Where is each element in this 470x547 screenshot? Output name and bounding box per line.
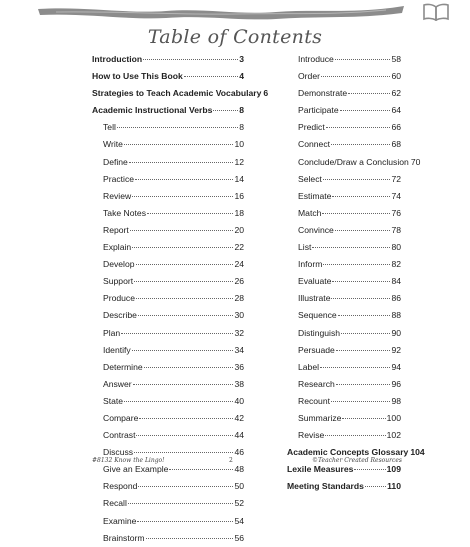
toc-entry-page: 48 xyxy=(234,464,244,475)
toc-entry-label: Support xyxy=(103,276,134,287)
toc-entry-label: Practice xyxy=(103,173,135,184)
toc-dot-leader xyxy=(133,384,234,385)
toc-dot-leader xyxy=(341,333,390,334)
toc-entry-label: Convince xyxy=(298,224,334,235)
toc-dot-leader xyxy=(132,247,233,248)
toc-dot-leader xyxy=(340,110,391,111)
toc-entry-label: Select xyxy=(298,173,322,184)
toc-entry-page: 38 xyxy=(234,378,244,389)
toc-entry xyxy=(92,427,244,444)
toc-entry-page: 3 xyxy=(239,54,244,64)
toc-entry xyxy=(287,376,401,393)
toc-entry xyxy=(92,51,244,68)
toc-dot-leader xyxy=(135,179,233,180)
toc-entry xyxy=(287,85,401,102)
toc-dot-leader xyxy=(129,162,234,163)
toc-entry-label: Plan xyxy=(103,327,121,338)
toc-dot-leader xyxy=(121,333,233,334)
toc-entry-page: 62 xyxy=(391,88,401,99)
toc-dot-leader xyxy=(124,144,234,145)
toc-dot-leader xyxy=(331,401,390,402)
toc-entry-page: 42 xyxy=(234,412,244,423)
toc-entry-label: Label xyxy=(298,361,320,372)
toc-entry-label: Illustrate xyxy=(298,293,331,304)
toc-entry-page: 102 xyxy=(386,430,401,441)
toc-entry-label: Demonstrate xyxy=(298,88,348,99)
toc-entry xyxy=(287,427,401,444)
toc-dot-leader xyxy=(321,76,390,77)
toc-dot-leader xyxy=(134,452,233,453)
toc-dot-leader xyxy=(139,418,233,419)
toc-entry xyxy=(92,495,244,512)
toc-entry-label: Report xyxy=(103,224,129,235)
toc-entry-label: Order xyxy=(298,71,320,82)
toc-dot-leader xyxy=(143,59,238,60)
toc-entry-page: 18 xyxy=(234,207,244,218)
toc-entry xyxy=(92,102,244,119)
toc-dot-leader xyxy=(128,503,234,504)
toc-dot-leader xyxy=(136,298,233,299)
toc-entry-label: Give an Example xyxy=(103,464,169,475)
toc-entry xyxy=(92,530,244,547)
toc-entry-label: Describe xyxy=(103,310,137,321)
toc-dot-leader xyxy=(336,384,391,385)
toc-dot-leader xyxy=(134,281,233,282)
toc-entry-page: 46 xyxy=(234,447,244,458)
toc-dot-leader xyxy=(132,196,233,197)
toc-entry-page: 22 xyxy=(234,242,244,253)
toc-entry-page: 74 xyxy=(391,190,401,201)
toc-entry xyxy=(287,393,401,410)
toc-entry xyxy=(287,273,401,290)
toc-entry-label: Lexile Measures xyxy=(287,464,354,475)
brush-stroke-header-decoration xyxy=(36,0,406,22)
toc-entry-page: 16 xyxy=(234,190,244,201)
toc-entry-label: Research xyxy=(298,378,335,389)
toc-entry-page: 68 xyxy=(391,139,401,150)
toc-entry-page: 80 xyxy=(391,242,401,253)
toc-entry xyxy=(287,290,401,307)
toc-entry xyxy=(287,342,401,359)
toc-entry-page: 98 xyxy=(391,395,401,406)
toc-entry-page: 10 xyxy=(234,139,244,150)
toc-entry xyxy=(92,359,244,376)
toc-entry xyxy=(92,325,244,342)
toc-dot-leader xyxy=(144,367,234,368)
footer-book-title: #8132 Know the Lingo! xyxy=(92,457,165,464)
toc-entry-label: Persuade xyxy=(298,344,335,355)
toc-entry-page: 54 xyxy=(234,515,244,526)
toc-entry-label: Academic Concepts Glossary xyxy=(287,447,409,458)
toc-entry-page: 32 xyxy=(234,327,244,338)
toc-entry-page: 72 xyxy=(391,173,401,184)
toc-dot-leader xyxy=(323,179,391,180)
toc-entry-label: Distinguish xyxy=(298,327,341,338)
toc-dot-leader xyxy=(146,538,234,539)
toc-entry-label: Inform xyxy=(298,259,323,270)
toc-dot-leader xyxy=(136,435,233,436)
toc-entry xyxy=(92,513,244,530)
toc-entry-page: 8 xyxy=(239,122,244,133)
toc-dot-leader xyxy=(130,230,234,231)
toc-entry-page: 78 xyxy=(391,224,401,235)
toc-entry xyxy=(92,85,269,102)
toc-entry xyxy=(92,188,244,205)
toc-entry xyxy=(92,68,244,85)
toc-dot-leader xyxy=(338,315,391,316)
toc-dot-leader xyxy=(325,435,385,436)
toc-entry-page: 76 xyxy=(391,207,401,218)
toc-entry xyxy=(92,342,244,359)
toc-entry-page: 14 xyxy=(234,173,244,184)
toc-entry-label: Tell xyxy=(103,122,116,133)
toc-entry-label: Introduce xyxy=(298,54,334,64)
toc-entry xyxy=(92,256,244,273)
toc-entry-page: 28 xyxy=(234,293,244,304)
toc-entry-label: Take Notes xyxy=(103,207,146,218)
toc-dot-leader xyxy=(322,213,390,214)
toc-dot-leader xyxy=(147,213,233,214)
toc-entry-label: Identify xyxy=(103,344,131,355)
toc-entry xyxy=(92,307,244,324)
toc-entry-label: Strategies to Teach Academic Vocabulary xyxy=(92,88,262,99)
toc-dot-leader xyxy=(326,127,391,128)
toc-entry-label: Respond xyxy=(103,481,138,492)
toc-entry xyxy=(287,154,421,171)
toc-entry xyxy=(287,359,401,376)
toc-entry xyxy=(287,478,401,495)
toc-entry xyxy=(287,410,401,427)
toc-entry-label: Evaluate xyxy=(298,276,332,287)
toc-entry-label: State xyxy=(103,395,124,406)
toc-entry-label: Define xyxy=(103,156,128,167)
toc-entry-page: 34 xyxy=(234,344,244,355)
toc-entry-page: 8 xyxy=(239,105,244,116)
toc-entry-label: Review xyxy=(103,190,132,201)
toc-entry xyxy=(287,171,401,188)
toc-entry-label: Match xyxy=(298,207,322,218)
toc-entry-page: 90 xyxy=(391,327,401,338)
toc-entry xyxy=(287,136,401,153)
toc-entry-page: 56 xyxy=(234,532,244,543)
toc-entry-page: 30 xyxy=(234,310,244,321)
footer-page-number: 2 xyxy=(229,457,233,464)
toc-dot-leader xyxy=(137,521,233,522)
toc-entry-label: How to Use This Book xyxy=(92,71,183,82)
toc-dot-leader xyxy=(323,264,390,265)
toc-dot-leader xyxy=(213,110,238,111)
toc-entry-page: 20 xyxy=(234,224,244,235)
toc-entry xyxy=(92,290,244,307)
toc-dot-leader xyxy=(331,144,390,145)
toc-entry-page: 84 xyxy=(391,276,401,287)
toc-dot-leader xyxy=(320,367,390,368)
toc-entry xyxy=(287,256,401,273)
toc-entry-label: Estimate xyxy=(298,190,332,201)
toc-dot-leader xyxy=(332,281,390,282)
toc-entry-label: Produce xyxy=(103,293,136,304)
toc-entry-label: Academic Instructional Verbs xyxy=(92,105,213,116)
toc-dot-leader xyxy=(138,315,234,316)
toc-dot-leader xyxy=(136,264,234,265)
toc-entry-page: 64 xyxy=(391,105,401,116)
toc-entry xyxy=(287,205,401,222)
toc-entry xyxy=(92,205,244,222)
toc-entry xyxy=(287,102,401,119)
open-book-icon xyxy=(422,3,450,21)
toc-entry-label: Compare xyxy=(103,412,139,423)
toc-entry-page: 86 xyxy=(391,293,401,304)
toc-entry-label: Summarize xyxy=(298,412,342,423)
toc-entry-label: Participate xyxy=(298,105,339,116)
toc-dot-leader xyxy=(138,486,233,487)
toc-dot-leader xyxy=(342,418,385,419)
toc-entry xyxy=(287,68,401,85)
toc-entry-page: 52 xyxy=(234,498,244,509)
toc-entry xyxy=(287,51,401,68)
toc-dot-leader xyxy=(335,230,391,231)
toc-entry-label: Examine xyxy=(103,515,137,526)
toc-entry-page: 36 xyxy=(234,361,244,372)
toc-entry-page: 94 xyxy=(391,361,401,372)
toc-entry-label: Brainstorm xyxy=(103,532,145,543)
toc-entry-label: Discuss xyxy=(103,447,134,458)
toc-entry xyxy=(92,171,244,188)
toc-entry-label: Recount xyxy=(298,395,331,406)
toc-entry-page: 104 xyxy=(410,447,425,458)
toc-dot-leader xyxy=(332,196,390,197)
toc-entry-page: 60 xyxy=(391,71,401,82)
toc-entry xyxy=(287,325,401,342)
toc-entry-page: 66 xyxy=(391,122,401,133)
toc-entry-label: Determine xyxy=(103,361,143,372)
toc-entry xyxy=(92,273,244,290)
toc-entry-page: 58 xyxy=(391,54,401,64)
toc-entry xyxy=(287,307,401,324)
toc-dot-leader xyxy=(335,59,391,60)
toc-entry-label: Develop xyxy=(103,259,135,270)
toc-entry-label: Explain xyxy=(103,242,132,253)
toc-entry-label: Connect xyxy=(298,139,331,150)
toc-entry-page: 6 xyxy=(263,88,269,99)
toc-entry xyxy=(92,410,244,427)
toc-entry-page: 26 xyxy=(234,276,244,287)
toc-entry-label: Predict xyxy=(298,122,325,133)
toc-dot-leader xyxy=(365,486,386,487)
toc-column-left xyxy=(92,51,269,547)
toc-entry xyxy=(287,222,401,239)
toc-entry-label: Write xyxy=(103,139,123,150)
toc-entry-label: List xyxy=(298,242,312,253)
toc-dot-leader xyxy=(117,127,238,128)
toc-dot-leader xyxy=(348,93,390,94)
toc-entry-label: Recall xyxy=(103,498,127,509)
toc-entry-page: 82 xyxy=(391,259,401,270)
toc-entry-page: 92 xyxy=(391,344,401,355)
toc-entry-page: 70 xyxy=(410,156,421,167)
toc-entry-label: Sequence xyxy=(298,310,337,321)
toc-entry xyxy=(92,478,244,495)
toc-entry xyxy=(92,222,244,239)
toc-entry-page: 96 xyxy=(391,378,401,389)
toc-entry xyxy=(287,239,401,256)
toc-entry xyxy=(92,154,244,171)
toc-entry xyxy=(287,119,401,136)
toc-entry-page: 110 xyxy=(387,481,401,492)
toc-dot-leader xyxy=(132,350,234,351)
toc-entry-label: Revise xyxy=(298,430,325,441)
toc-dot-leader xyxy=(312,247,390,248)
toc-entry-page: 100 xyxy=(386,412,401,423)
toc-dot-leader xyxy=(184,76,239,77)
page-title: Table of Contents xyxy=(147,26,323,48)
toc-entry-page: 40 xyxy=(234,395,244,406)
toc-column-right xyxy=(287,51,425,495)
toc-dot-leader xyxy=(124,401,233,402)
footer-publisher: ©Teacher Created Resources xyxy=(312,457,402,464)
toc-entry-page: 12 xyxy=(234,156,244,167)
toc-dot-leader xyxy=(331,298,390,299)
toc-entry-label: Introduction xyxy=(92,54,143,64)
toc-entry xyxy=(92,119,244,136)
toc-entry-label: Contrast xyxy=(103,430,136,441)
toc-entry-page: 109 xyxy=(386,464,401,475)
toc-entry xyxy=(92,239,244,256)
toc-entry-page: 88 xyxy=(391,310,401,321)
toc-entry-page: 24 xyxy=(234,259,244,270)
toc-dot-leader xyxy=(336,350,391,351)
toc-entry-page: 4 xyxy=(239,71,244,82)
toc-entry-page: 44 xyxy=(234,430,244,441)
toc-entry xyxy=(92,376,244,393)
toc-entry-label: Conclude/Draw a Conclusion xyxy=(298,156,409,167)
toc-entry xyxy=(92,393,244,410)
toc-entry-label: Answer xyxy=(103,378,132,389)
toc-entry-page: 50 xyxy=(234,481,244,492)
toc-entry-label: Meeting Standards xyxy=(287,481,364,492)
toc-entry xyxy=(92,136,244,153)
toc-entry xyxy=(287,188,401,205)
